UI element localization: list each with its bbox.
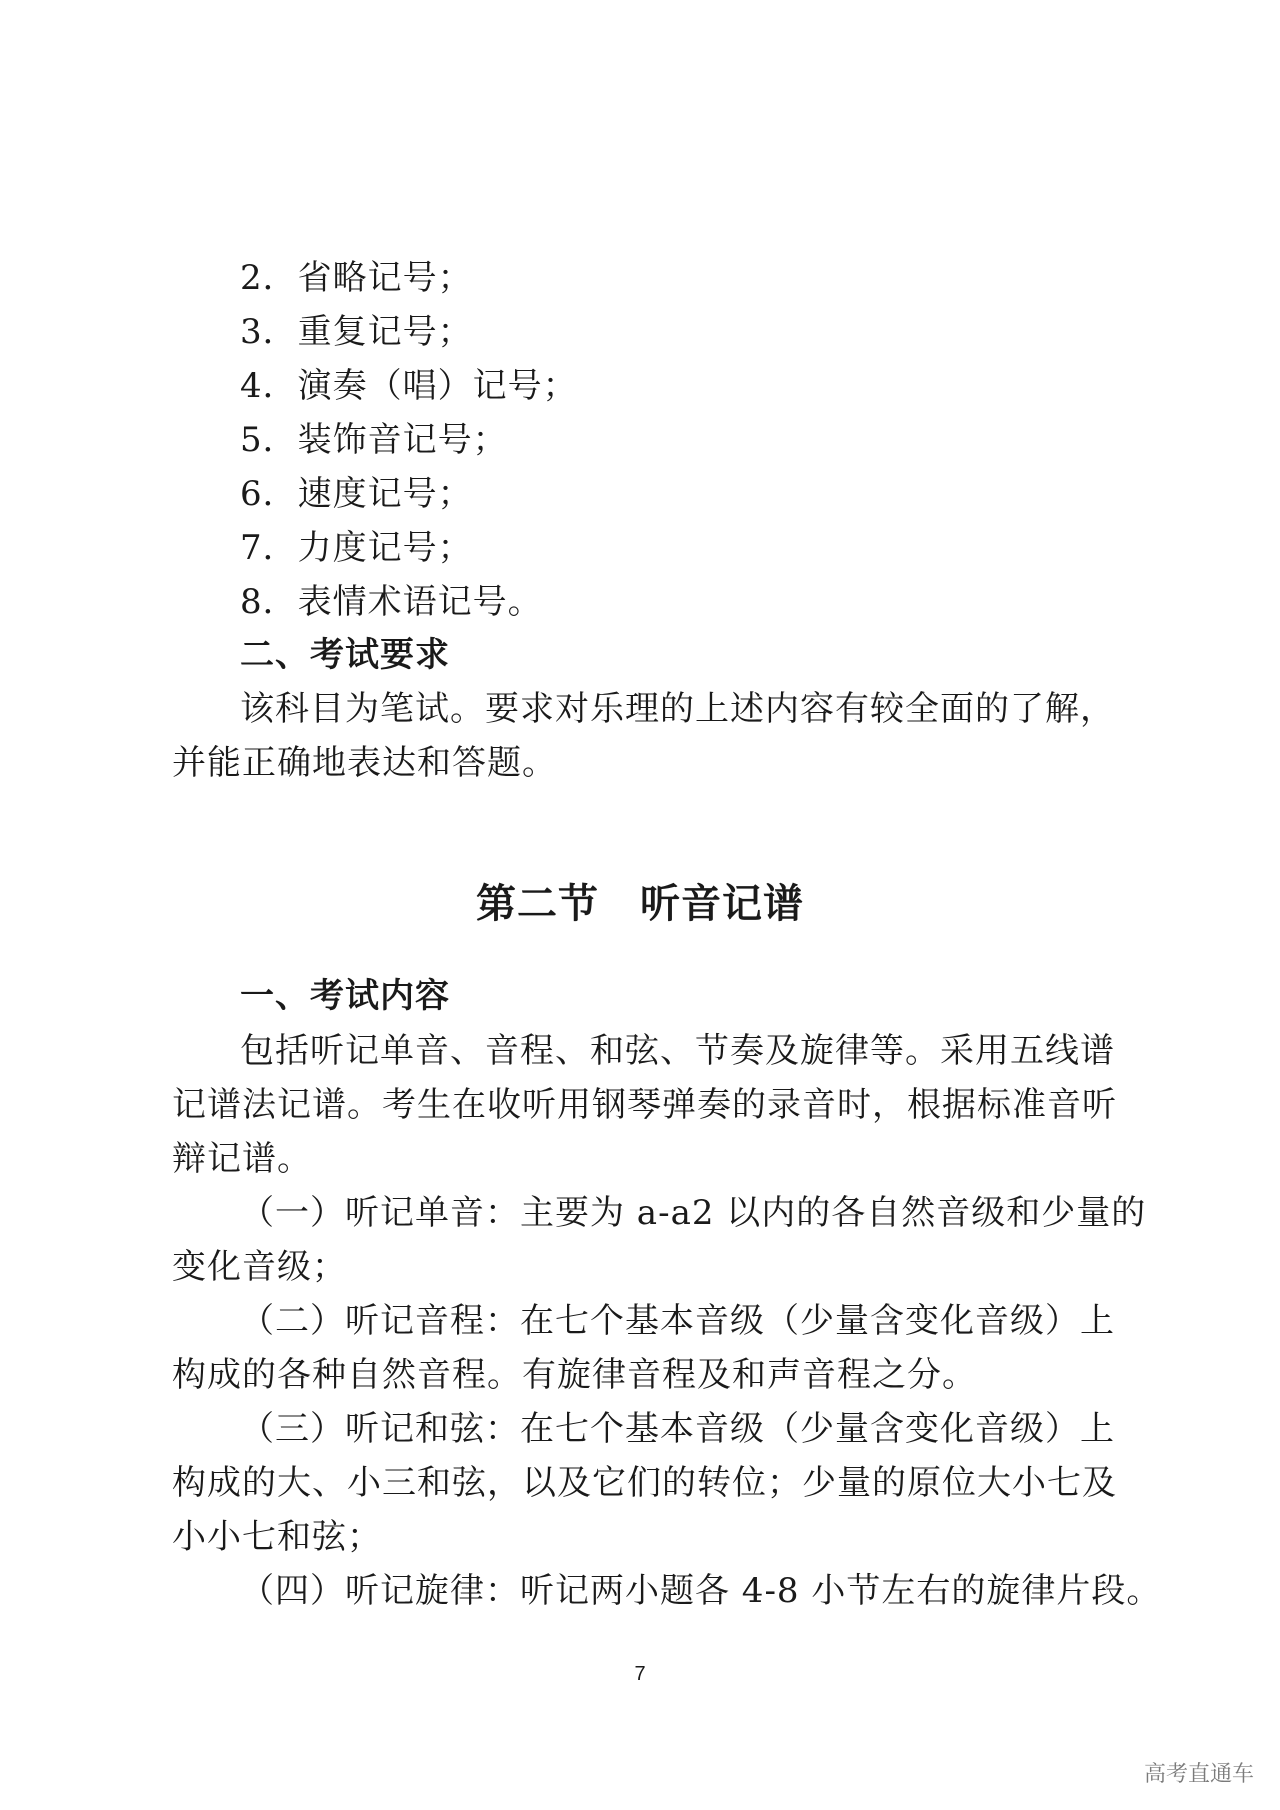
paragraph-line: 该科目为笔试。要求对乐理的上述内容有较全面的了解， — [240, 689, 1115, 729]
page-number: 7 — [634, 1663, 646, 1685]
sub-item-line: （二）听记音程：在七个基本音级（少量含变化音级）上 — [240, 1301, 1115, 1341]
list-item: 3．重复记号； — [240, 312, 473, 352]
sub-item-line: 变化音级； — [172, 1247, 347, 1287]
list-item: 6．速度记号； — [240, 474, 473, 514]
sub-item-line: 构成的各种自然音程。有旋律音程及和声音程之分。 — [172, 1355, 977, 1395]
section-title: 第二节 听音记谱 — [476, 881, 804, 927]
sub-item-line: （三）听记和弦：在七个基本音级（少量含变化音级）上 — [240, 1409, 1115, 1449]
paragraph-line: 并能正确地表达和答题。 — [172, 743, 557, 783]
sub-item-line: （四）听记旋律：听记两小题各 4-8 小节左右的旋律片段。 — [240, 1571, 1162, 1611]
paragraph-line: 包括听记单音、音程、和弦、节奏及旋律等。采用五线谱 — [240, 1031, 1115, 1071]
watermark-text: 高考直通车 — [1143, 1762, 1254, 1787]
list-item: 2．省略记号； — [240, 258, 473, 298]
content-heading: 一、考试内容 — [240, 976, 450, 1016]
list-item: 7．力度记号； — [240, 528, 473, 568]
sub-item-line: 小小七和弦； — [172, 1517, 382, 1557]
sub-item-line: （一）听记单音：主要为 a-a2 以内的各自然音级和少量的 — [240, 1193, 1147, 1233]
list-item: 5．装饰音记号； — [240, 420, 508, 460]
exam-requirement-heading: 二、考试要求 — [240, 635, 450, 675]
list-item: 8．表情术语记号。 — [240, 582, 543, 622]
paragraph-line: 辩记谱。 — [172, 1139, 312, 1179]
sub-item-line: 构成的大、小三和弦，以及它们的转位；少量的原位大小七及 — [172, 1463, 1117, 1503]
paragraph-line: 记谱法记谱。考生在收听用钢琴弹奏的录音时，根据标准音听 — [172, 1085, 1117, 1125]
list-item: 4．演奏（唱）记号； — [240, 366, 578, 406]
